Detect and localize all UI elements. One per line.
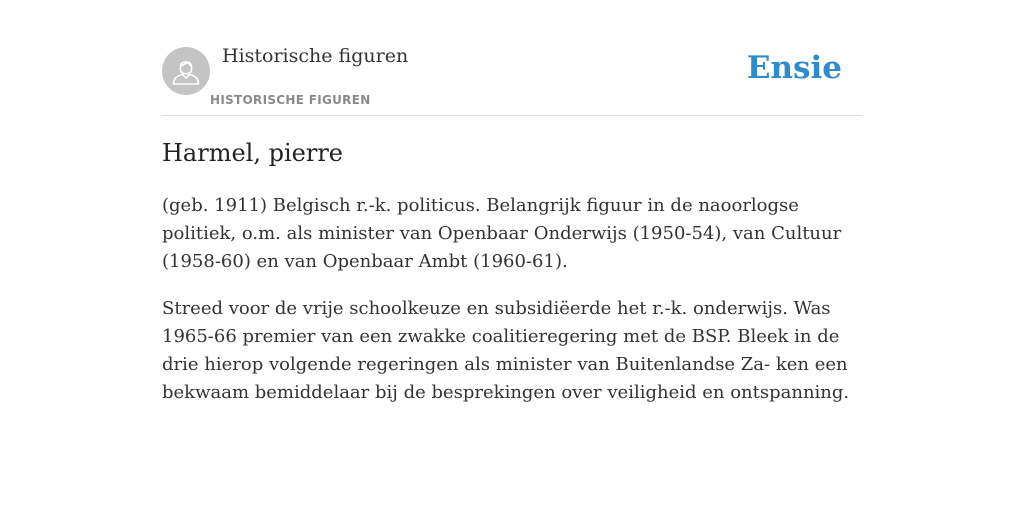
article-paragraph: (geb. 1911) Belgisch r.-k. politicus. Belangrijk figuur in de naoorlogse politiek, o.m. als minister van Openbaar Onderwijs (1950-54), van Cultuur (1958-60) en van Openbaar Ambt (1960-61). xyxy=(162,195,842,272)
article-title: Harmel, pierre xyxy=(162,139,343,167)
brand-logo[interactable]: Ensie xyxy=(746,50,842,86)
category-title-link[interactable]: Historische figuren xyxy=(222,45,409,67)
category-label: HISTORISCHE FIGUREN xyxy=(210,93,371,107)
user-icon xyxy=(162,47,210,95)
page-container xyxy=(162,0,862,403)
header xyxy=(162,0,862,116)
article-paragraph: Streed voor de vrije schoolkeuze en subsidiëerde het r.-k. onderwijs. Was 1965-66 premier van een zwakke coalitieregering met de BSP. Bleek in de drie hierop volgende regeringen als minister van Buitenlandse Za- ken een bekwaam bemiddelaar bij de besprekingen over veiligheid en ontspanning. xyxy=(162,298,850,403)
category-avatar[interactable] xyxy=(162,47,210,95)
